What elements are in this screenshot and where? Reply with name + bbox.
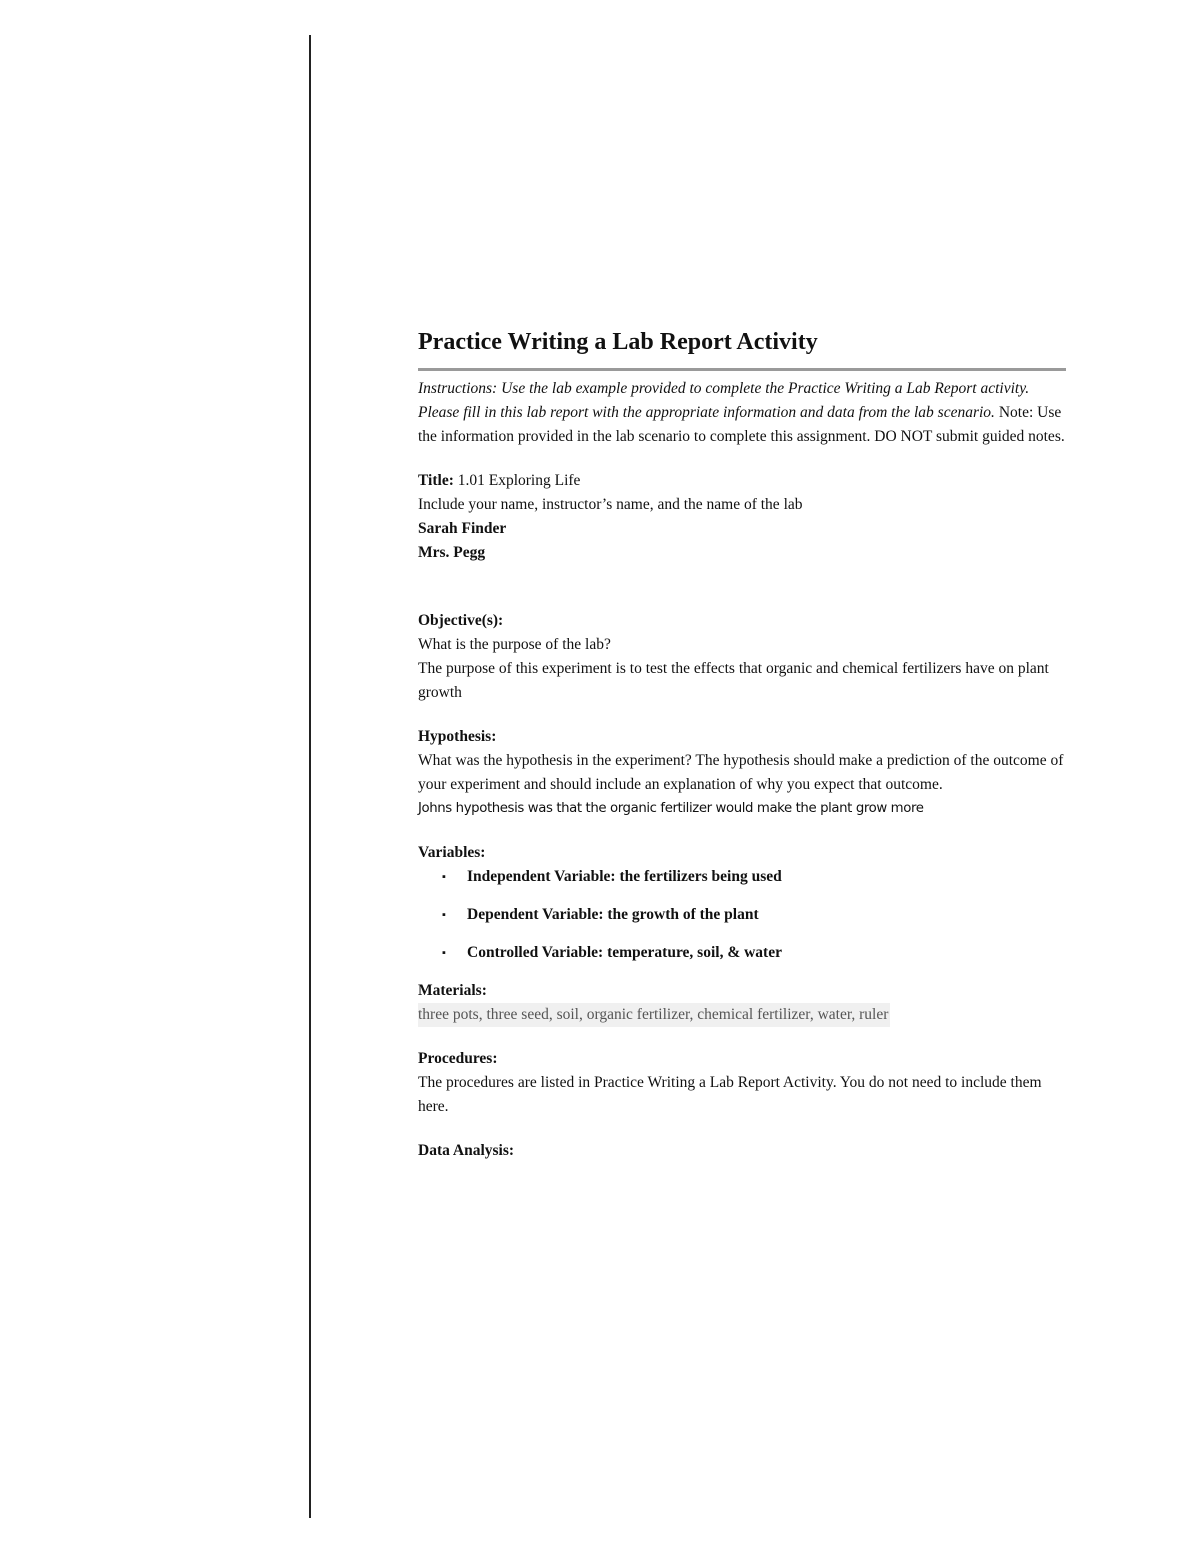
page-margin-line: [309, 35, 311, 1518]
hypothesis-prompt: What was the hypothesis in the experiment? The hypothesis should make a prediction of the outcome of your experiment and should include an explanation of why you expect that outcome.: [418, 752, 1064, 793]
variables-list: [418, 865, 1066, 965]
instructor-name: Mrs. Pegg: [418, 544, 486, 561]
instructions-paragraph: [418, 377, 1066, 449]
data-analysis-heading: Data Analysis:: [418, 1142, 515, 1159]
title-label: Title:: [418, 472, 454, 489]
variable-controlled: Controlled Variable: temperature, soil, & water: [467, 944, 782, 961]
hypothesis-heading: Hypothesis:: [418, 728, 497, 745]
procedures-text: The procedures are listed in Practice Writing a Lab Report Activity. You do not need to include them here.: [418, 1074, 1042, 1115]
bullet-icon: ▪: [442, 909, 446, 921]
instructions-italic: Instructions: Use the lab example provided to complete the Practice Writing a Lab Report activity. Please fill in this lab report with the appropriate information and data from the lab scenario.: [418, 380, 1030, 421]
list-item: [442, 865, 1066, 889]
variable-dependent: Dependent Variable: the growth of the plant: [467, 906, 759, 923]
title-line: [418, 469, 1066, 493]
objectives-prompt: What is the purpose of the lab?: [418, 636, 611, 653]
list-item: [442, 941, 1066, 965]
bullet-icon: ▪: [442, 947, 446, 959]
document-body: [418, 326, 1066, 1163]
procedures-heading: Procedures:: [418, 1050, 498, 1067]
bullet-icon: ▪: [442, 871, 446, 883]
variables-heading: Variables:: [418, 844, 486, 861]
instructions-note: Note: Use the information provided in the lab scenario to complete this assignment. DO NOT submit guided notes.: [418, 404, 1065, 445]
materials-heading: Materials:: [418, 982, 487, 999]
materials-line: [418, 1003, 1066, 1027]
materials-answer: three pots, three seed, soil, organic fertilizer, chemical fertilizer, water, ruler: [418, 1003, 890, 1027]
title-value: 1.01 Exploring Life: [453, 472, 581, 489]
hypothesis-answer: Johns hypothesis was that the organic fertilizer would make the plant grow more: [418, 801, 924, 816]
list-item: [442, 903, 1066, 927]
variable-independent: Independent Variable: the fertilizers being used: [467, 868, 782, 885]
objectives-heading: Objective(s):: [418, 612, 504, 629]
objectives-answer: The purpose of this experiment is to test the effects that organic and chemical fertilizers have on plant growth: [418, 660, 1049, 701]
document-title: Practice Writing a Lab Report Activity: [418, 329, 818, 355]
student-name: Sarah Finder: [418, 520, 507, 537]
title-prompt: Include your name, instructor’s name, and the name of the lab: [418, 496, 803, 513]
title-divider: [418, 368, 1066, 371]
